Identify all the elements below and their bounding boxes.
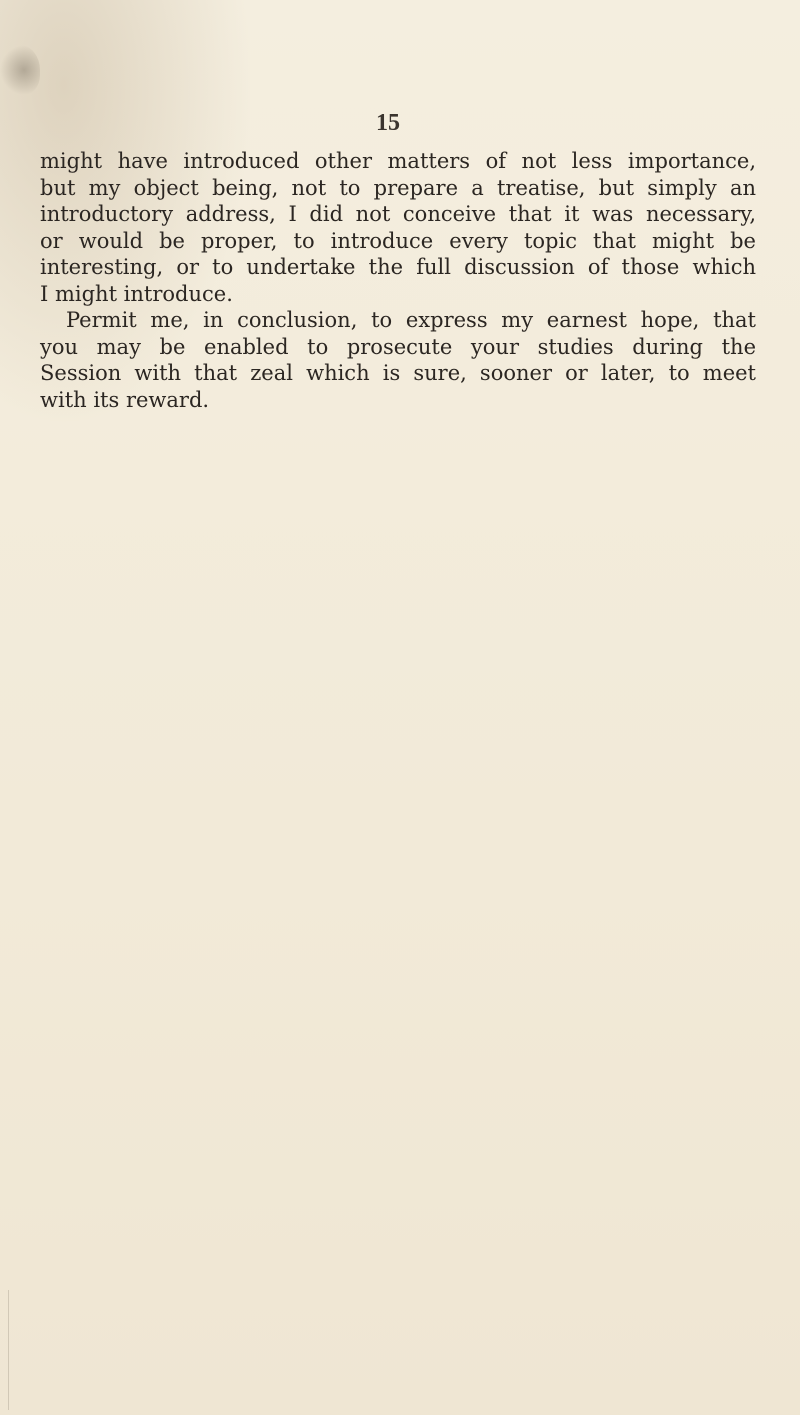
text-line: might have introduced other matters of not less importance, [40,149,756,173]
page-edge-mark [8,1290,9,1410]
text-line: Session with that zeal which is sure, sooner or later, to meet [40,361,756,385]
text-line: but my object being, not to prepare a treatise, but simply an [40,175,756,200]
text-line: with its reward. [40,387,210,412]
text-line: or would be proper, to introduce every topic that might be [40,228,756,253]
body-text [40,148,756,413]
text-line: introductory address, I did not conceive that it was necessary, [40,202,756,226]
text-line: I might introduce. [40,281,233,306]
text-line: you may be enabled to prosecute your studies during the [40,334,756,359]
page-stain [0,45,40,95]
page-number: 15 [376,110,400,136]
text-line: Permit me, in conclusion, to express my earnest hope, that [66,308,756,332]
text-line: interesting, or to undertake the full discussion of those which [40,255,756,279]
